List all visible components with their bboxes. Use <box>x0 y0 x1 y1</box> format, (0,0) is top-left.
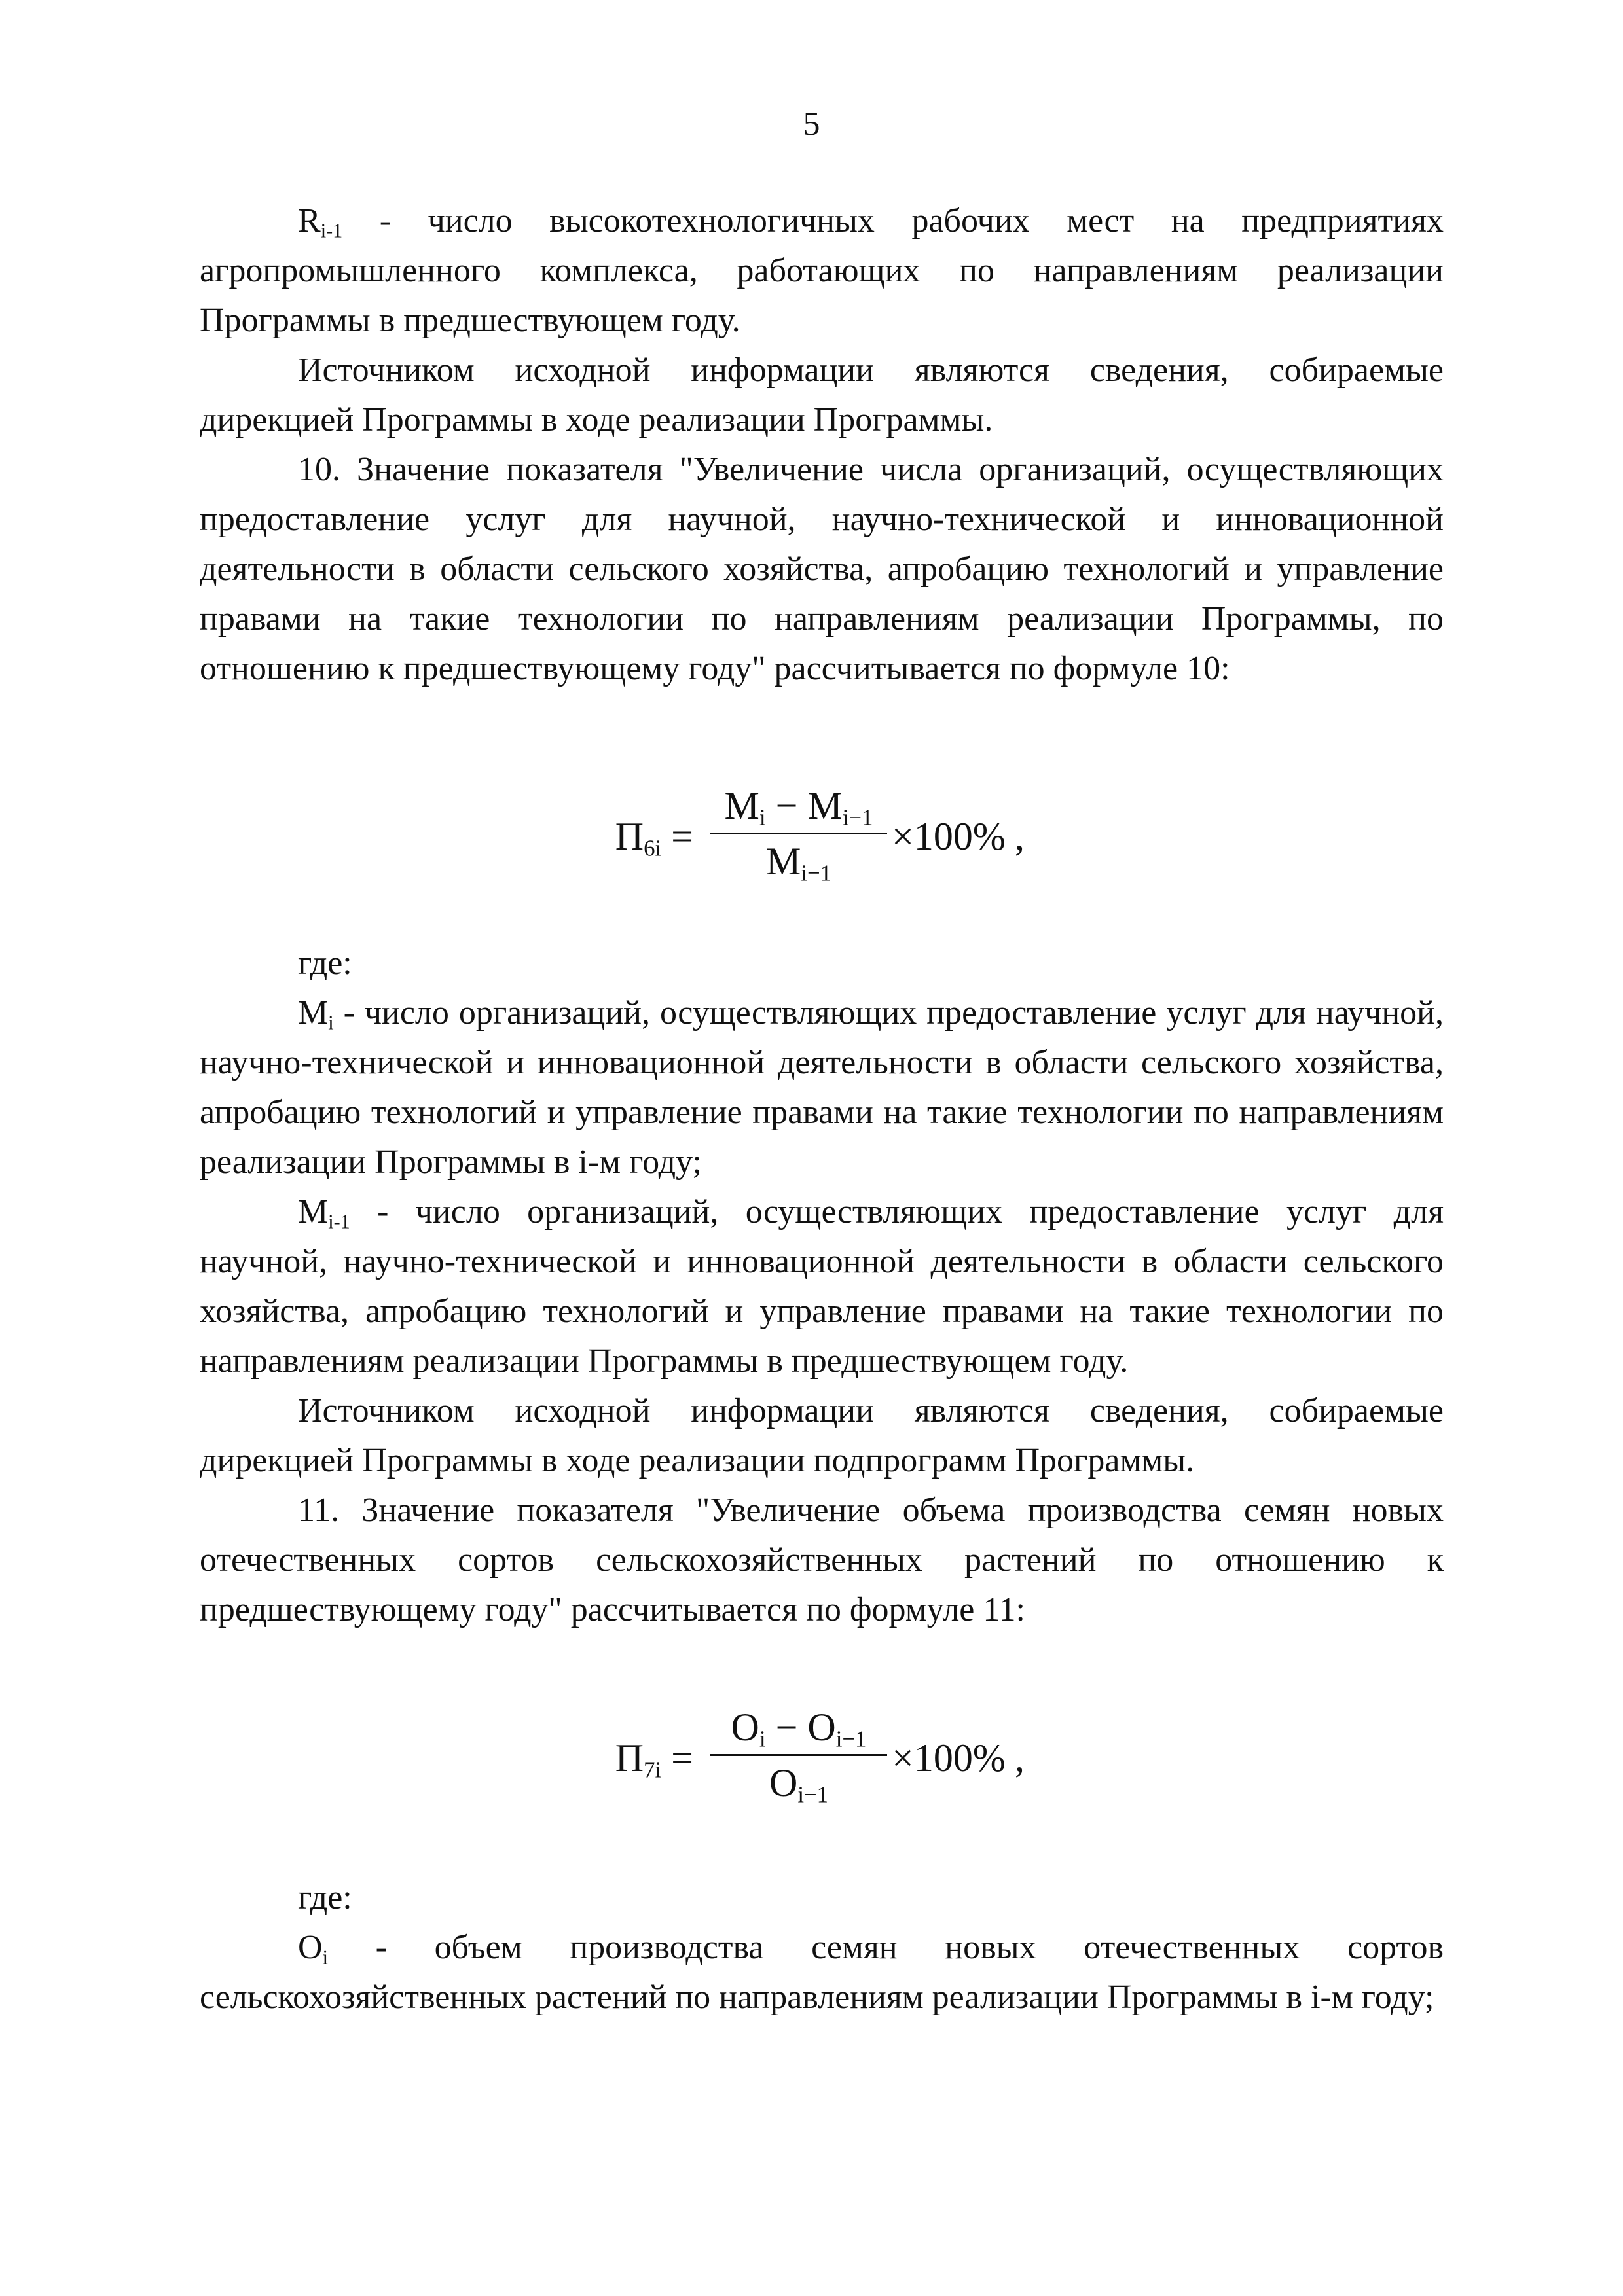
formula-10-numerator: $M_i - M_{i-1}$ <box>724 784 873 831</box>
formula-10 <box>0 780 1623 891</box>
item-10-paragraph: 10. Значение показателя "Увеличение числа организаций, осуществляющих предоставление услуг для научной, научно-технической и инновационной деятельности в области сельского хозяйства, апробацию технологий и управление правами на такие технологии по направлениям реализации Программы, по отношению к предшествующему году" рассчитывается по формуле 10: <box>200 451 1444 687</box>
r-definition: - число высокотехнологичных рабочих мест на предприятиях агропромышленного комплекса, работающих по направлениям реализации Программы в предшествующем году. <box>200 202 1444 339</box>
o-definition: - объем производства семян новых отечественных сортов сельскохозяйственных растений по направлениям реализации Программы в i-м году; <box>200 1929 1444 2016</box>
m-prev-definition: - число организаций, осуществляющих предоставление услуг для научной, научно-технической и инновационной деятельности в области сельского хозяйства, апробацию технологий и управление правами на такие технологии по направлениям реализации Программы в предшествующем году. <box>200 1193 1444 1380</box>
m-definition: - число организаций, осуществляющих предоставление услуг для научной, научно-технической и инновационной деятельности в области сельского хозяйства, апробацию технологий и управление правами на такие технологии по направлениям реализации Программы в i-м году; <box>200 994 1444 1181</box>
source-paragraph-2: Источником исходной информации являются сведения, собираемые дирекцией Программы в ходе реализации подпрограмм Программы. <box>200 1392 1444 1479</box>
where-label-1: где: <box>298 944 352 982</box>
text-block-1 <box>200 196 1444 694</box>
o-symbol: O <box>298 1929 323 1966</box>
formula-11-numerator: $O_i - O_{i-1}$ <box>731 1706 867 1752</box>
item-11-paragraph: 11. Значение показателя "Увеличение объема производства семян новых отечественных сортов сельскохозяйственных растений по отношению к предшествующему году" рассчитывается по формуле 11: <box>200 1492 1444 1628</box>
formula-11-rhs: ×100% , <box>892 1736 1025 1780</box>
text-block-3 <box>200 1873 1444 2022</box>
m-symbol: M <box>298 994 329 1031</box>
definition-o <box>200 1923 1444 2022</box>
definition-r <box>200 196 1444 346</box>
r-symbol: R <box>298 202 321 240</box>
formula-10-lhs: $П_{6i}$ = <box>615 815 693 861</box>
formula-11 <box>0 1702 1623 1813</box>
source-paragraph-1: Источником исходной информации являются сведения, собираемые дирекцией Программы в ходе реализации Программы. <box>200 351 1444 439</box>
page-number: 5 <box>803 105 820 143</box>
m-prev-symbol: M <box>298 1193 329 1230</box>
formula-11-denominator: $O_{i-1}$ <box>769 1761 829 1808</box>
formula-11-fraction <box>710 1702 887 1808</box>
text-block-2 <box>200 939 1444 1635</box>
where-label-2: где: <box>298 1879 352 1916</box>
m-subscript: i <box>328 1011 334 1034</box>
m-prev-subscript: i-1 <box>328 1210 350 1233</box>
definition-m <box>200 988 1444 1187</box>
fraction-bar <box>710 833 887 834</box>
r-subscript: i-1 <box>320 219 343 242</box>
formula-10-denominator: $M_{i-1}$ <box>765 840 832 886</box>
formula-11-lhs: $П_{7i}$ = <box>615 1736 693 1783</box>
definition-m-prev <box>200 1187 1444 1386</box>
formula-10-fraction <box>710 780 887 887</box>
fraction-bar <box>710 1754 887 1756</box>
o-subscript: i <box>322 1946 328 1969</box>
formula-10-rhs: ×100% , <box>892 815 1025 858</box>
